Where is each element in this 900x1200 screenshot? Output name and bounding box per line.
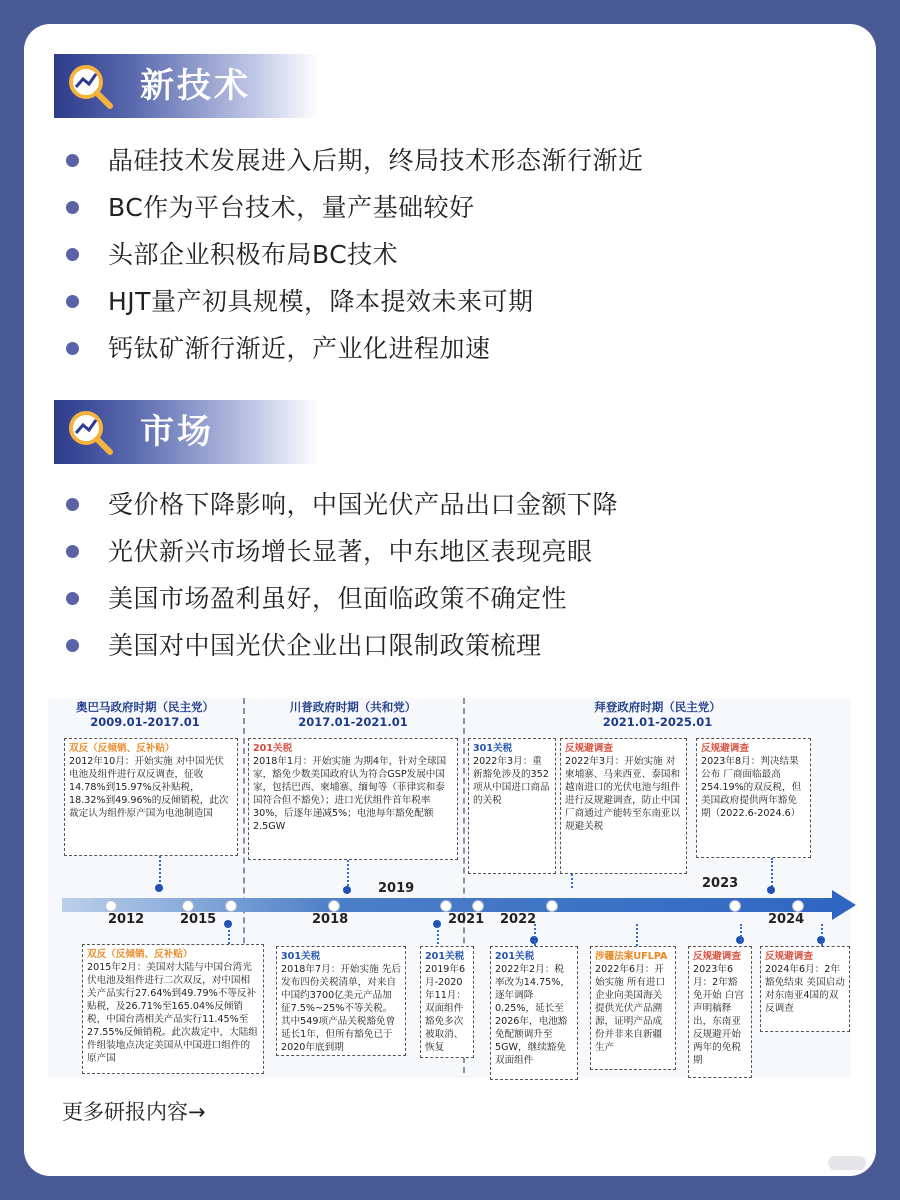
year-label: 2019 [378, 881, 415, 896]
year-node [225, 900, 237, 912]
event-box [688, 946, 752, 1078]
event-box [468, 738, 556, 874]
event-box [248, 738, 458, 860]
event-box [276, 946, 406, 1056]
list-item [24, 137, 876, 184]
event-text: 2022年3月：重新豁免涉及的352项从中国进口商品的关税 [473, 756, 550, 806]
list-item-text: 受价格下降影响，中国光伏产品出口金额下降 [108, 490, 619, 519]
event-connector [159, 856, 161, 886]
era-name: 拜登政府时期（民主党） [594, 700, 721, 714]
event-tag: 301关税 [281, 951, 321, 962]
list-item-text: 头部企业积极布局BC技术 [108, 240, 399, 269]
bullet-dot [66, 342, 79, 355]
list-item [24, 528, 876, 575]
magnifier-chart-icon [64, 60, 116, 112]
event-text: 2015年2月：美国对大陆与中国台湾光伏电池及组件进行二次双反，对中国相关产品实行27.64%到49.79%不等反补贴税，及26.71%至165.04%反倾销税，中国台湾相关产品实行11.45%至27.55%反倾销税。此次裁定中，大陆组件组装地点决定美国从中国进口组件的原产国 [87, 962, 258, 1064]
event-text: 2023年8月：判决结果公布 厂商面临最高254.19%的双反税，但美国政府提供两年豁免期（2022.6-2024.6） [701, 756, 802, 819]
era-header [244, 700, 462, 730]
year-node [105, 900, 117, 912]
watermark-badge [828, 1156, 866, 1170]
event-box [64, 738, 238, 856]
list-item [24, 575, 876, 622]
year-node [472, 900, 484, 912]
event-marker [767, 886, 775, 894]
event-marker [343, 886, 351, 894]
section-header-tech [54, 54, 319, 118]
event-connector [228, 926, 230, 944]
event-text: 2019年6月-2020年11月：双面组件豁免多次被取消、恢复 [425, 964, 466, 1053]
event-text: 2022年6月：开始实施 所有进口企业向美国海关提供光伏产品溯源，证明产品成份并非来自新疆生产 [595, 964, 666, 1053]
year-node [328, 900, 340, 912]
event-connector [740, 924, 742, 944]
bullet-dot [66, 592, 79, 605]
year-label: 2012 [108, 912, 145, 927]
year-label: 2021 [448, 912, 485, 927]
event-tag: 双反（反倾销、反补贴） [87, 949, 193, 960]
event-text: 2023年6月：2年豁免开始 白宫声明稿释出，东南亚反规避开始两年的免税期 [693, 964, 745, 1066]
year-label: 2024 [768, 912, 805, 927]
event-connector [636, 924, 638, 946]
year-node [546, 900, 558, 912]
bullet-dot [66, 201, 79, 214]
list-item [24, 325, 876, 372]
section-title: 市场 [140, 412, 214, 452]
event-tag: 201关税 [425, 951, 465, 962]
era-range: 2017.01-2021.01 [298, 715, 408, 729]
era-name: 川普政府时期（共和党） [289, 700, 417, 714]
bullet-dot [66, 295, 79, 308]
section-header-market [54, 400, 319, 464]
event-text: 2022年3月：开始实施 对柬埔寨、马来西亚、泰国和越南进口的光伏电池与组件进行反规避调查，防止中国厂商通过产能转至东南亚以规避关税 [565, 756, 681, 832]
event-connector [571, 874, 573, 888]
era-range: 2009.01-2017.01 [90, 715, 200, 729]
era-header [464, 700, 851, 730]
event-tag: 涉疆法案UFLPA [595, 951, 668, 962]
list-item [24, 622, 876, 669]
year-node [182, 900, 194, 912]
market-point-list [24, 481, 876, 669]
year-label: 2018 [312, 912, 349, 927]
year-label: 2022 [500, 912, 537, 927]
list-item-text: 美国市场盈利虽好，但面临政策不确定性 [108, 584, 568, 613]
event-box [590, 946, 676, 1070]
section-title: 新技术 [140, 66, 251, 106]
list-item [24, 231, 876, 278]
event-box [560, 738, 687, 874]
era-range: 2021.01-2025.01 [602, 715, 713, 729]
event-box [420, 946, 474, 1058]
list-item-text: 美国对中国光伏企业出口限制政策梳理 [108, 631, 542, 660]
era-header [48, 700, 242, 730]
bullet-dot [66, 545, 79, 558]
event-tag: 201关税 [253, 743, 293, 754]
event-text: 2018年7月：开始实施 先后发布四份关税清单，对来自中国约3700亿美元产品加征7.5%~25%不等关税。其中549项产品关税豁免曾延长1年，但所有豁免已于2020年底到期 [281, 964, 401, 1053]
event-tag: 301关税 [473, 743, 513, 754]
year-node [792, 900, 804, 912]
list-item [24, 278, 876, 325]
event-tag: 反规避调查 [765, 951, 813, 962]
event-connector [821, 924, 823, 946]
event-tag: 反规避调查 [565, 743, 613, 754]
bullet-dot [66, 248, 79, 261]
list-item [24, 184, 876, 231]
bullet-dot [66, 498, 79, 511]
bullet-dot [66, 154, 79, 167]
event-tag: 双反（反倾销、反补贴） [69, 743, 175, 754]
event-text: 2012年10月：开始实施 对中国光伏电池及组件进行双反调查，征收14.78%到15.97%反补贴税，18.32%到49.96%的反倾销税，此次裁定认为组件原产国为电池制造国 [69, 756, 229, 819]
list-item-text: 钙钛矿渐行渐近，产业化进程加速 [108, 334, 491, 363]
content-card [24, 24, 876, 1176]
list-item-text: HJT量产初具规模，降本提效未来可期 [108, 287, 534, 316]
list-item-text: 光伏新兴市场增长显著，中东地区表现亮眼 [108, 537, 593, 566]
year-node [440, 900, 452, 912]
tech-point-list [24, 137, 876, 372]
event-tag: 反规避调查 [693, 951, 741, 962]
event-box [490, 946, 578, 1080]
list-item-text: BC作为平台技术，量产基础较好 [108, 193, 475, 222]
year-label: 2023 [702, 876, 739, 891]
arrow-head-icon [832, 890, 856, 920]
magnifier-chart-icon [64, 406, 116, 458]
event-box [696, 738, 811, 858]
bullet-dot [66, 639, 79, 652]
event-connector [437, 926, 439, 944]
list-item [24, 481, 876, 528]
event-marker [155, 884, 163, 892]
policy-timeline [48, 698, 851, 1078]
event-tag: 201关税 [495, 951, 535, 962]
list-item-text: 晶硅技术发展进入后期，终局技术形态渐行渐近 [108, 146, 644, 175]
event-connector [534, 924, 536, 946]
event-box [82, 944, 264, 1074]
more-reports-link[interactable]: 更多研报内容→ [62, 1100, 206, 1124]
era-name: 奥巴马政府时期（民主党） [76, 700, 214, 714]
year-node [729, 900, 741, 912]
event-tag: 反规避调查 [701, 743, 749, 754]
event-text: 2024年6月：2年豁免结束 美国启动对东南亚4国的双反调查 [765, 964, 845, 1014]
event-box [760, 946, 850, 1032]
year-label: 2015 [180, 912, 217, 927]
event-text: 2018年1月：开始实施 为期4年，针对全球国家，豁免少数美国政府认为符合GSP发展中国家，包括巴西、柬埔寨、缅甸等（菲律宾和泰国符合但不豁免）；进口光伏组件首年税率30%，后逐年递减5%；电池每年豁免配额2.5GW [253, 756, 447, 832]
event-text: 2022年2月：税率改为14.75%，逐年调降0.25%，延长至2026年，电池豁免配额调升至5GW，继续豁免双面组件 [495, 964, 570, 1066]
